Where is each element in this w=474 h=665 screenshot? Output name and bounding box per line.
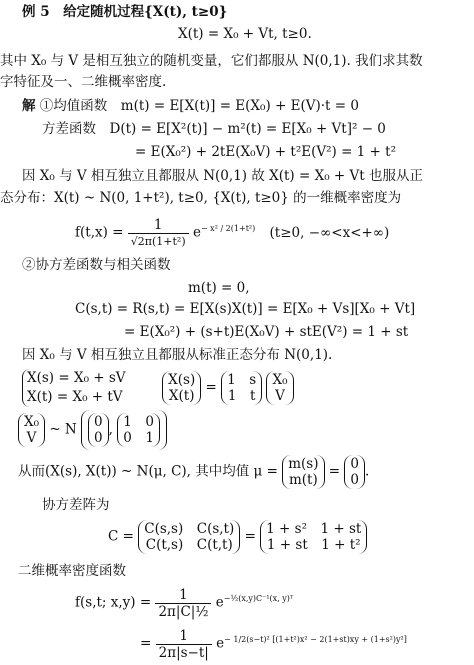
process-definition: X(t) = X₀ + Vt, t≥0. bbox=[178, 26, 312, 42]
density-fraction: $\frac{1}{\text{√2π(1+t²)}}$ bbox=[128, 217, 189, 250]
section-heading: ②协方差函数与相关函数 bbox=[22, 257, 171, 273]
solution-label: 解 bbox=[22, 98, 36, 114]
vector-x0-v: X₀ V bbox=[18, 413, 45, 447]
example-heading: 例 5 给定随机过程{X(t), t≥0} bbox=[22, 4, 228, 20]
mean-vector-line: 从而(X(s), X(t)) ~ N(μ, C), 其中均值 μ = m(s) m(t) = 0 0 . bbox=[18, 456, 370, 488]
density-1d: f(t,x) = $\frac{1}{\text{√2π(1+t²)}}$ $e^{- x^2 / 2(1+t^2)}$ (t≥0, −∞<x<+∞) bbox=[75, 216, 390, 248]
text-line: 其中 X₀ 与 V 是相互独立的随机变量，它们都服从 N(0,1). 我们求其数 bbox=[0, 53, 423, 69]
text-line: 因 X₀ 与 V 相互独立且都服从 N(0,1) 故 X(t) = X₀ + Vt 也服从正 bbox=[22, 168, 423, 184]
section-heading: 协方差阵为 bbox=[42, 497, 110, 513]
covariance-result: = E(X₀²) + (s+t)E(X₀V) + stE(V²) = 1 + st bbox=[124, 324, 409, 340]
variance-result: = E(X₀²) + 2tE(X₀V) + t²E(V²) = 1 + t² bbox=[135, 144, 396, 160]
normal-vector-line: X₀ V ~ N 0 0 , 1 0 0 1 bbox=[18, 410, 167, 450]
covariance-matrix: C(s,s) C(s,t) C(t,s) C(t,t) bbox=[138, 520, 240, 554]
density-fraction: $\frac{1}{\text{2π|C|½}}$ bbox=[155, 587, 211, 620]
mean-line: m(t) = 0, bbox=[188, 280, 250, 296]
covariance-matrix-line: C = C(s,s) C(s,t) C(t,s) C(t,t) = 1 + s² 1 + st 1 + st 1 + t² bbox=[108, 520, 367, 554]
identity-matrix: 1 0 0 1 bbox=[117, 413, 160, 447]
density-2d: f(s,t; x,y) = $\frac{1}{\text{2π|C|½}}$ $e^{-\frac{1}{2}(x,y)C^{-1}(x, y)ᵀ}$ bbox=[75, 586, 294, 620]
equation-system: X(s) = X₀ + sV X(t) = X₀ + tV bbox=[22, 369, 130, 407]
text-line: 态分布：X(t) ~ N(0, 1+t²), t≥0, {X(t), t≥0} 的一维概率密度为 bbox=[0, 190, 402, 206]
distribution-params: 0 0 , 1 0 0 1 bbox=[81, 410, 167, 450]
system-block: X(s) = X₀ + sV X(t) = X₀ + tV X(s) X(t) = 1 s 1 t X₀ V bbox=[22, 369, 294, 407]
variance-line: 方差函数 D(t) = E[X²(t)] − m²(t) = E[X₀ + Vt]² − 0 bbox=[42, 121, 386, 137]
covariance-values: 1 + s² 1 + st 1 + st 1 + t² bbox=[260, 520, 367, 554]
zero-vector: 0 0 bbox=[344, 455, 365, 489]
section-heading: 二维概率密度函数 bbox=[18, 563, 126, 579]
density-fraction: $\frac{1}{2\pi|s-t|}$ bbox=[156, 628, 212, 661]
matrix-1s-1t: 1 s 1 t bbox=[221, 371, 262, 405]
covariance-line: C(s,t) = R(s,t) = E[X(s)X(t)] = E[X₀ + Vs][X₀ + Vt] bbox=[75, 301, 416, 317]
text-line: 因 X₀ 与 V 相互独立且都服从标准正态分布 N(0,1). bbox=[22, 347, 333, 363]
text-line: 字特征及一、二维概率密度. bbox=[0, 74, 167, 90]
vector-x0-v: X₀ V bbox=[266, 371, 293, 405]
mean-vector: m(s) m(t) bbox=[282, 455, 324, 489]
density-2d-expanded: = $\frac{1}{2\pi|s-t|}$ $e^{- 1/2(s-t)^2 [(1+t^2)x^2 - 2(1+st)xy + (1+s^2)y^2]}$ bbox=[140, 627, 407, 661]
vector-xs-xt: X(s) X(t) bbox=[162, 371, 201, 405]
solution-line: 解 ①均值函数 m(t) = E[X(t)] = E(X₀) + E(V)·t = 0 bbox=[22, 98, 359, 114]
zero-vector: 0 0 bbox=[88, 413, 109, 447]
